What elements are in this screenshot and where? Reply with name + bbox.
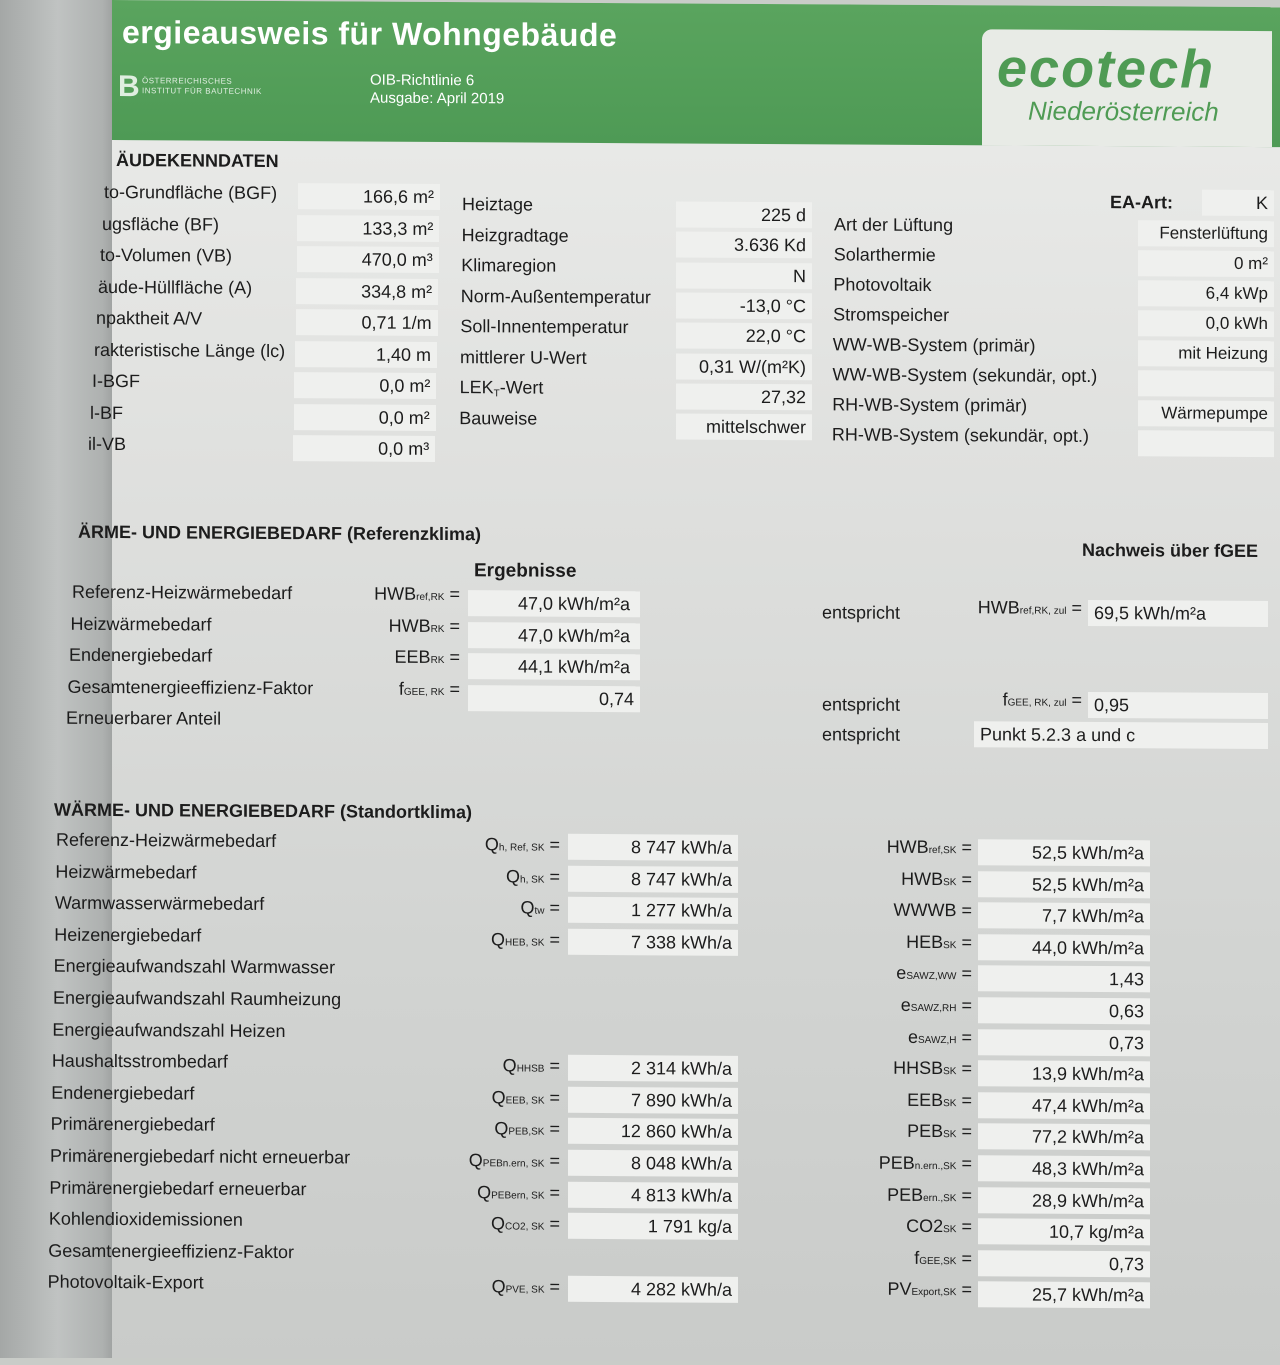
site-climate-title: WÄRME- UND ENERGIEBEDARF (Standortklima) <box>54 799 473 823</box>
site-s-value: 1,43 <box>978 966 1150 993</box>
building-value: 3.636 Kd <box>676 232 812 259</box>
site-label: Primärenergiebedarf erneuerbar <box>49 1177 307 1199</box>
reference-symbol: EEBRK = <box>394 646 460 668</box>
site-s-value: 0,73 <box>978 1250 1150 1277</box>
site-q-value: 2 314 kWh/a <box>568 1055 738 1082</box>
building-value <box>1138 370 1274 397</box>
site-q-value: 8 747 kWh/a <box>568 865 738 892</box>
reference-value: 0,74 <box>468 685 640 712</box>
building-value <box>1138 430 1274 457</box>
site-label: Energieaufwandszahl Warmwasser <box>53 956 336 978</box>
building-value: Fensterlüftung <box>1138 220 1274 247</box>
site-label: Referenz-Heizwärmebedarf <box>56 829 277 852</box>
building-value: 0,0 m² <box>294 372 436 399</box>
site-s-value: 44,0 kWh/m²a <box>978 934 1150 961</box>
site-label: Warmwasserwärmebedarf <box>54 892 265 915</box>
site-q-value: 12 860 kWh/a <box>568 1118 738 1145</box>
ea-type-value: K <box>1202 190 1274 216</box>
reference-label: Heizwärmebedarf <box>70 613 212 635</box>
building-value: mittelschwer <box>676 414 812 441</box>
building-label: Heizgradtage <box>461 224 569 246</box>
site-q-value: 7 338 kWh/a <box>568 929 738 956</box>
check-symbol: HWBref,RK, zul = <box>977 597 1082 618</box>
reference-label: Erneuerbarer Anteil <box>66 707 222 729</box>
building-label: Norm-Außentemperatur <box>460 285 651 307</box>
site-q-symbol: Qh, SK = <box>506 866 560 887</box>
site-s-value: 48,3 kWh/m²a <box>978 1155 1150 1182</box>
building-label: äude-Hüllfläche (A) <box>98 276 253 298</box>
site-s-value: 28,9 kWh/m²a <box>978 1187 1150 1214</box>
building-value: 470,0 m³ <box>297 246 439 273</box>
site-s-symbol: fGEE,SK = <box>914 1247 972 1269</box>
site-q-value: 8 747 kWh/a <box>568 834 738 861</box>
site-s-symbol: HWBSK = <box>901 868 972 889</box>
building-label: Bauweise <box>459 407 538 429</box>
building-label: WW-WB-System (primär) <box>832 334 1036 356</box>
building-value: 225 d <box>676 201 812 228</box>
building-label: npaktheit A/V <box>96 307 203 329</box>
site-s-value: 13,9 kWh/m²a <box>978 1060 1150 1087</box>
site-s-symbol: HEBSK = <box>906 931 972 953</box>
site-s-symbol: EEBSK = <box>907 1089 972 1111</box>
building-label: Heiztage <box>462 194 534 215</box>
building-value: 0,71 1/m <box>296 309 438 336</box>
oib-logo-line2: INSTITUT FÜR BAUTECHNIK <box>142 86 262 96</box>
building-value: Wärmepumpe <box>1138 400 1274 427</box>
building-value: 334,8 m² <box>296 278 438 305</box>
reference-label: Referenz-Heizwärmebedarf <box>72 581 293 604</box>
check-value: 69,5 kWh/m²a <box>1088 600 1268 627</box>
site-s-symbol: PVExport,SK = <box>887 1279 972 1300</box>
building-value: 133,3 m² <box>297 215 439 242</box>
building-label: ugsfläche (BF) <box>102 213 220 235</box>
site-q-symbol: QHHSB = <box>502 1055 560 1076</box>
site-s-value: 7,7 kWh/m²a <box>978 902 1150 929</box>
reference-value: 47,0 kWh/m²a <box>468 622 640 649</box>
site-s-value: 47,4 kWh/m²a <box>978 1092 1150 1119</box>
check-value: Punkt 5.2.3 a und c <box>974 721 1268 749</box>
site-q-symbol: Qh, Ref, SK = <box>484 834 560 855</box>
building-value: -13,0 °C <box>676 292 812 319</box>
building-data-title: ÄUDEKENNDATEN <box>116 150 279 172</box>
site-s-value: 0,63 <box>978 997 1150 1024</box>
check-value: 0,95 <box>1088 692 1268 719</box>
check-label: entspricht <box>822 694 901 715</box>
site-s-symbol: eSAWZ,WW = <box>896 963 972 984</box>
building-label: mittlerer U-Wert <box>460 346 587 368</box>
building-label: Photovoltaik <box>833 274 932 296</box>
reference-symbol <box>342 709 460 710</box>
site-s-value: 77,2 kWh/m²a <box>978 1124 1150 1151</box>
check-symbol: fGEE, RK, zul = <box>1002 689 1082 710</box>
site-q-value: 4 282 kWh/a <box>568 1276 738 1303</box>
site-label: Heizenergiebedarf <box>54 924 202 946</box>
building-label: Art der Lüftung <box>834 214 954 236</box>
site-q-value: 8 048 kWh/a <box>568 1150 738 1177</box>
results-label: Ergebnisse <box>474 560 577 582</box>
building-value: 166,6 m² <box>298 183 440 210</box>
site-label: Kohlendioxidemissionen <box>48 1208 243 1230</box>
building-value: 27,32 <box>676 383 812 410</box>
site-s-symbol: PEBSK = <box>907 1121 972 1142</box>
building-value: 0,0 m³ <box>293 435 435 462</box>
site-label: Energieaufwandszahl Heizen <box>52 1019 286 1041</box>
building-label: l-BF <box>90 402 123 423</box>
site-label: Haushaltsstrombedarf <box>51 1050 228 1072</box>
building-value: 0,0 m² <box>294 404 436 431</box>
site-s-value: 0,73 <box>978 1029 1150 1056</box>
building-value: 0,31 W/(m²K) <box>676 353 812 380</box>
building-value: 6,4 kWp <box>1138 280 1274 307</box>
building-label: $LEK_T$-Wert <box>459 377 544 400</box>
building-label: RH-WB-System (sekundär, opt.) <box>831 424 1089 446</box>
site-label: Gesamtenergieeffizienz-Faktor <box>48 1240 294 1262</box>
building-label: RH-WB-System (primär) <box>832 394 1028 416</box>
site-s-value: 52,5 kWh/m²a <box>978 839 1150 866</box>
ea-type-label: EA-Art: <box>1110 192 1173 213</box>
site-label: Energieaufwandszahl Raumheizung <box>53 987 342 1010</box>
reference-label: Gesamtenergieeffizienz-Faktor <box>67 676 314 698</box>
site-s-symbol: eSAWZ,H = <box>907 1026 972 1047</box>
site-q-value: 1 791 kg/a <box>568 1213 738 1240</box>
building-label: Solarthermie <box>833 244 936 266</box>
building-value: N <box>676 262 812 289</box>
building-value: 0 m² <box>1138 250 1274 277</box>
site-s-symbol: PEBn.ern.,SK = <box>878 1152 972 1174</box>
building-label: I-BGF <box>92 370 140 392</box>
site-s-symbol: CO2SK = <box>906 1216 972 1237</box>
reference-climate-title: ÄRME- UND ENERGIEBEDARF (Referenzklima) <box>78 521 482 545</box>
building-label: to-Grundfläche (BGF) <box>104 181 278 204</box>
header-band <box>112 0 1280 147</box>
building-label: il-VB <box>88 433 127 455</box>
building-label: WW-WB-System (sekundär, opt.) <box>832 364 1098 387</box>
check-label: entspricht <box>822 724 901 745</box>
site-s-symbol: HHSBSK = <box>893 1057 972 1079</box>
site-label: Primärenergiebedarf nicht erneuerbar <box>50 1145 351 1168</box>
building-value: mit Heizung <box>1138 340 1274 367</box>
building-value: 0,0 kWh <box>1138 310 1274 337</box>
reference-value: 47,0 kWh/m²a <box>468 590 640 617</box>
building-label: Klimaregion <box>461 255 557 276</box>
energy-certificate-page <box>47 0 1280 1365</box>
site-s-symbol: HWBref,SK = <box>886 836 972 858</box>
oib-logo-letter: B <box>118 70 140 104</box>
site-label: Photovoltaik-Export <box>47 1271 204 1293</box>
building-label: Soll-Innentemperatur <box>460 316 629 338</box>
ecotech-logo-box <box>982 29 1272 147</box>
check-label: entspricht <box>822 602 901 623</box>
guideline-label: OIB-Richtlinie 6 <box>370 71 475 90</box>
building-value: 22,0 °C <box>676 323 812 350</box>
check-symbol <box>958 719 1082 720</box>
site-s-value: 52,5 kWh/m²a <box>978 871 1150 898</box>
building-label: to-Volumen (VB) <box>100 244 233 266</box>
site-q-symbol: QHEB, SK = <box>491 929 560 950</box>
reference-symbol: fGEE, RK = <box>398 678 460 699</box>
oib-logo-line1: ÖSTERREICHISCHES <box>142 76 233 86</box>
site-q-value: 1 277 kWh/a <box>568 897 738 924</box>
region-label: Niederösterreich <box>1028 95 1219 127</box>
site-s-symbol: PEBern.,SK = <box>887 1184 972 1205</box>
ecotech-logo: ecotech <box>997 38 1216 100</box>
reference-symbol: HWBRK = <box>388 615 460 636</box>
building-label: Stromspeicher <box>833 304 950 326</box>
site-q-symbol: QPVE, SK = <box>491 1276 560 1298</box>
site-q-symbol: QPEB,SK = <box>494 1118 560 1140</box>
site-q-symbol: QPEBn.ern, SK = <box>468 1150 560 1171</box>
site-q-value: 4 813 kWh/a <box>568 1181 738 1208</box>
oib-logo <box>118 70 348 105</box>
site-s-symbol: WWWB = <box>893 899 972 921</box>
document-title: ergieausweis für Wohngebäude <box>122 14 618 54</box>
site-label: Heizwärmebedarf <box>55 861 197 883</box>
site-q-value: 7 890 kWh/a <box>568 1087 738 1114</box>
issue-label: Ausgabe: April 2019 <box>370 89 505 108</box>
site-label: Primärenergiebedarf <box>50 1114 215 1136</box>
site-s-value: 10,7 kg/m²a <box>978 1218 1150 1245</box>
site-s-value: 25,7 kWh/m²a <box>978 1282 1150 1309</box>
reference-label: Endenergiebedarf <box>69 644 213 666</box>
proof-label: Nachweis über fGEE <box>1082 539 1259 562</box>
site-q-symbol: QPEBern, SK = <box>477 1181 560 1203</box>
site-q-symbol: QEEB, SK = <box>491 1087 560 1108</box>
reference-symbol: HWBref,RK = <box>374 583 460 605</box>
building-value: 1,40 m <box>295 341 437 368</box>
building-label: rakteristische Länge (lc) <box>94 339 286 361</box>
reference-value: 44,1 kWh/m²a <box>468 653 640 680</box>
site-label: Endenergiebedarf <box>51 1082 195 1104</box>
site-s-symbol: eSAWZ,RH = <box>900 994 972 1016</box>
site-q-symbol: Qtw = <box>520 897 560 918</box>
site-q-symbol: QCO2, SK = <box>491 1213 560 1234</box>
